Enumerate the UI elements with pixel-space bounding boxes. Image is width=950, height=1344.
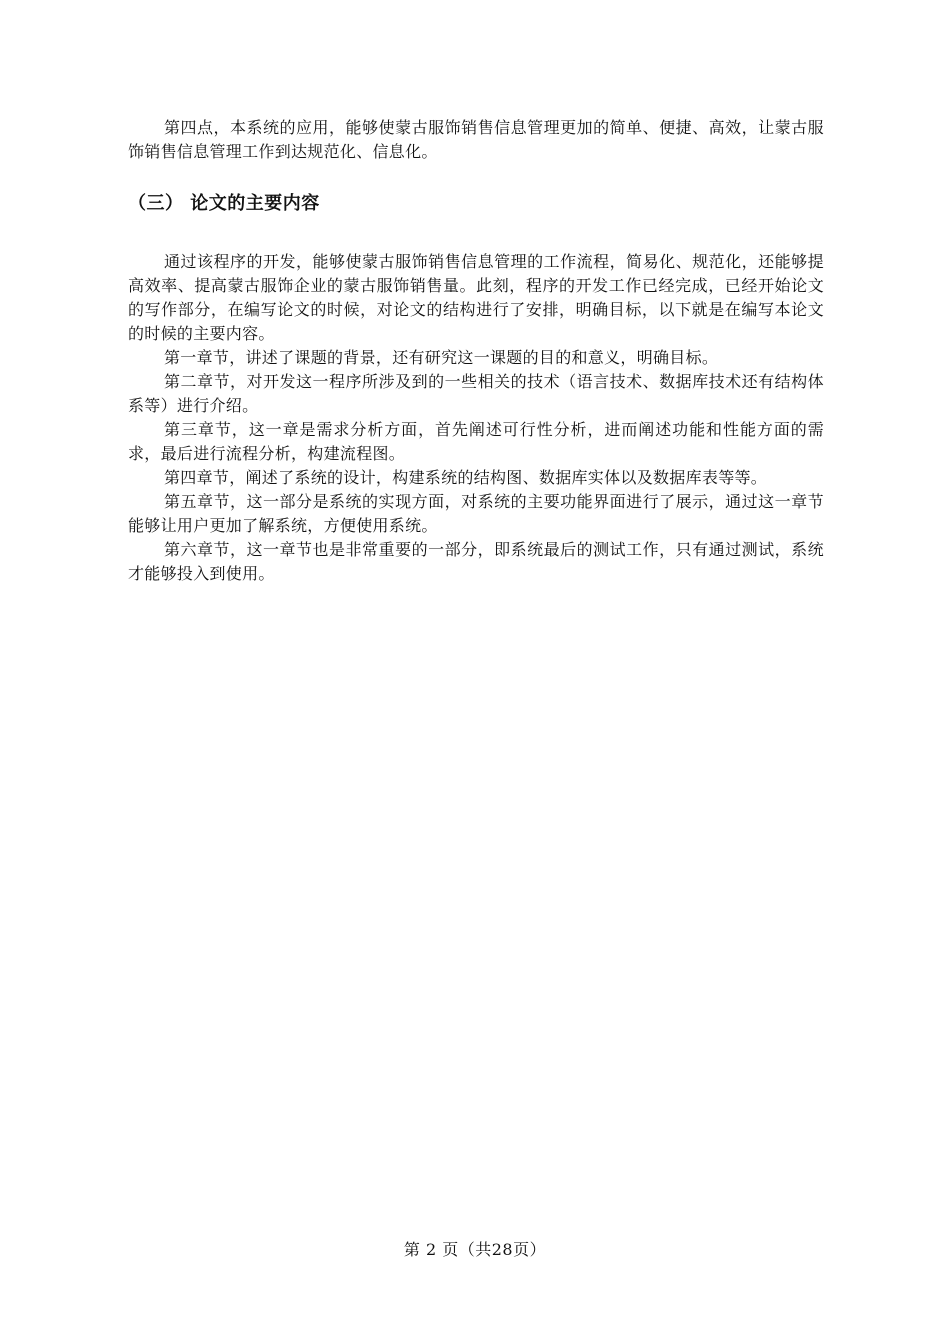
section-body bbox=[128, 250, 824, 586]
body-paragraph: 第二章节，对开发这一程序所涉及到的一些相关的技术（语言技术、数据库技术还有结构体系等）进行介绍。 bbox=[128, 372, 824, 415]
page-content bbox=[128, 116, 824, 586]
body-paragraph: 第四章节，阐述了系统的设计，构建系统的结构图、数据库实体以及数据库表等等。 bbox=[164, 468, 768, 487]
intro-paragraph: 第四点，本系统的应用，能够使蒙古服饰销售信息管理更加的简单、便捷、高效，让蒙古服饰销售信息管理工作到达规范化、信息化。 bbox=[128, 118, 824, 161]
body-paragraph: 第三章节，这一章是需求分析方面，首先阐述可行性分析，进而阐述功能和性能方面的需求，最后进行流程分析，构建流程图。 bbox=[128, 420, 824, 463]
section-heading: （三） 论文的主要内容 bbox=[128, 193, 320, 214]
page-footer: 第 2 页（共28页） bbox=[403, 1240, 547, 1259]
body-paragraph: 第一章节，讲述了课题的背景，还有研究这一课题的目的和意义，明确目标。 bbox=[164, 348, 719, 367]
body-paragraph: 通过该程序的开发，能够使蒙古服饰销售信息管理的工作流程，简易化、规范化，还能够提高效率、提高蒙古服饰企业的蒙古服饰销售量。此刻，程序的开发工作已经完成，已经开始论文的写作部分，在编写论文的时候，对论文的结构进行了安排，明确目标，以下就是在编写本论文的时候的主要内容。 bbox=[128, 252, 824, 343]
body-paragraph: 第六章节，这一章节也是非常重要的一部分，即系统最后的测试工作，只有通过测试，系统才能够投入到使用。 bbox=[128, 540, 824, 583]
body-paragraph: 第五章节，这一部分是系统的实现方面，对系统的主要功能界面进行了展示，通过这一章节能够让用户更加了解系统，方便使用系统。 bbox=[128, 492, 824, 535]
